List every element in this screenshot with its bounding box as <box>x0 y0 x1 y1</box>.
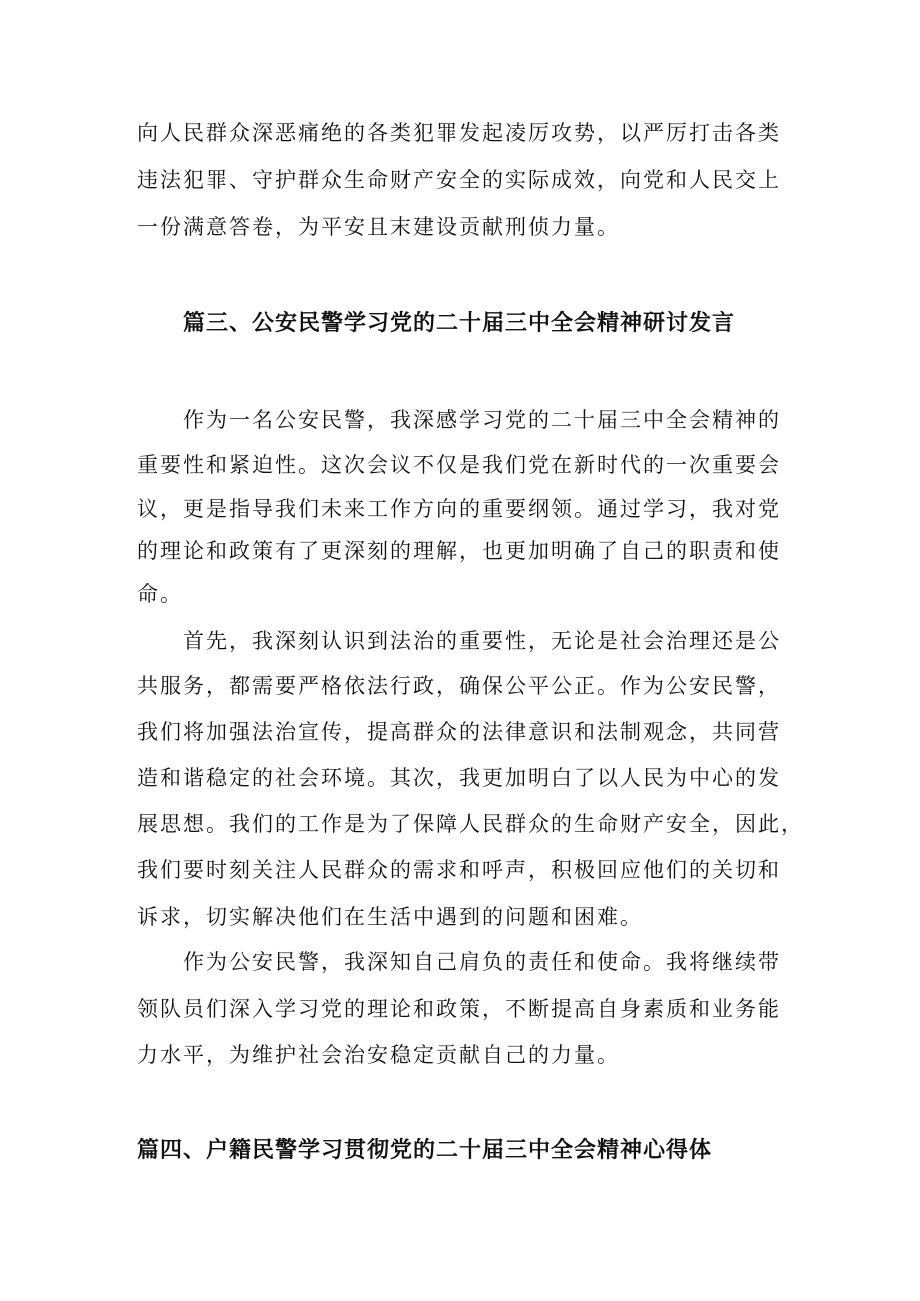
paragraph-line: 诉求，切实解决他们在生活中遇到的问题和困难。 <box>137 905 643 929</box>
paragraph-line: 作为一名公安民警，我深感学习党的二十届三中全会精神的 <box>183 408 781 432</box>
section-heading-4: 篇四、户籍民警学习贯彻党的二十届三中全会精神心得体 <box>137 1138 713 1163</box>
paragraph-line: 一份满意答卷，为平安且末建设贡献刑侦力量。 <box>137 215 620 239</box>
paragraph-line: 议，更是指导我们未来工作方向的重要纲领。通过学习，我对党 <box>137 497 781 521</box>
paragraph-line: 领队员们深入学习党的理论和政策，不断提高自身素质和业务能 <box>137 997 781 1021</box>
paragraph-line: 力水平，为维护社会治安稳定贡献自己的力量。 <box>137 1043 620 1067</box>
paragraph-line: 展思想。我们的工作是为了保障人民群众的生命财产安全，因此， <box>137 812 804 836</box>
paragraph-line: 重要性和紧迫性。这次会议不仅是我们党在新时代的一次重要会 <box>137 453 781 477</box>
section-heading-3: 篇三、公安民警学习党的二十届三中全会精神研讨发言 <box>183 311 736 336</box>
paragraph-line: 命。 <box>137 582 183 606</box>
paragraph-line: 造和谐稳定的社会环境。其次，我更加明白了以人民为中心的发 <box>137 766 781 790</box>
paragraph-line: 共服务，都需要严格依法行政，确保公平公正。作为公安民警， <box>137 674 781 698</box>
paragraph-line: 向人民群众深恶痛绝的各类犯罪发起凌厉攻势，以严厉打击各类 <box>137 121 781 145</box>
paragraph-line: 违法犯罪、守护群众生命财产安全的实际成效，向党和人民交上 <box>137 168 781 192</box>
paragraph-line: 首先，我深刻认识到法治的重要性，无论是社会治理还是公 <box>183 629 781 653</box>
paragraph-line: 作为公安民警，我深知自己肩负的责任和使命。我将继续带 <box>183 950 781 974</box>
paragraph-line: 我们将加强法治宣传，提高群众的法律意识和法制观念，共同营 <box>137 720 781 744</box>
paragraph-line: 我们要时刻关注人民群众的需求和呼声，积极回应他们的关切和 <box>137 858 781 882</box>
paragraph-line: 的理论和政策有了更深刻的理解，也更加明确了自己的职责和使 <box>137 539 781 563</box>
